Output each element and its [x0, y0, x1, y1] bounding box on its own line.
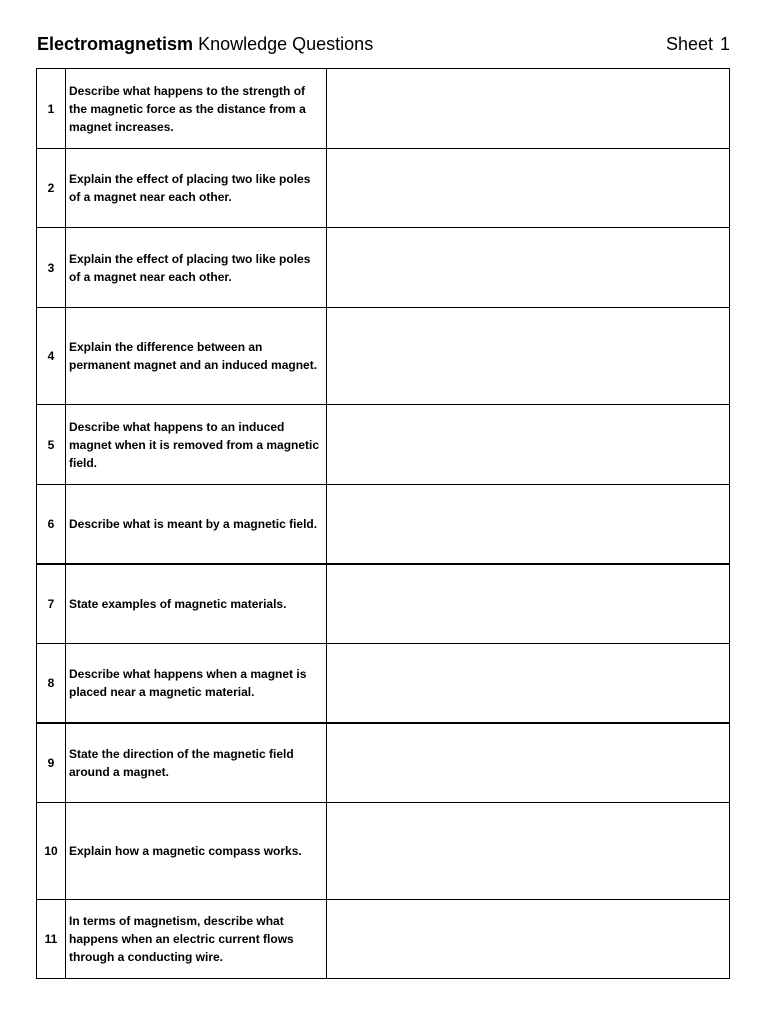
page-header: [37, 34, 731, 60]
question-text: Explain the effect of placing two like poles of a magnet near each other.: [66, 149, 327, 228]
question-row: [37, 564, 730, 644]
answer-box[interactable]: [327, 228, 730, 308]
answer-box[interactable]: [327, 644, 730, 723]
questions-table: [36, 68, 730, 979]
question-text: State the direction of the magnetic field around a magnet.: [66, 723, 327, 803]
question-row: [37, 405, 730, 485]
question-row: [37, 803, 730, 900]
title-subject: Electromagnetism: [37, 34, 194, 54]
answer-box[interactable]: [327, 69, 730, 149]
question-number: 8: [37, 644, 66, 723]
question-number: 10: [37, 803, 66, 900]
question-row: [37, 485, 730, 564]
answer-box[interactable]: [327, 485, 730, 564]
question-number: 3: [37, 228, 66, 308]
page-title: [37, 34, 373, 55]
answer-box[interactable]: [327, 149, 730, 228]
question-text: In terms of magnetism, describe what happens when an electric current flows through a conducting wire.: [66, 900, 327, 979]
sheet-indicator: [666, 34, 731, 55]
question-row: [37, 228, 730, 308]
question-text: Describe what is meant by a magnetic field.: [66, 485, 327, 564]
question-number: 5: [37, 405, 66, 485]
answer-box[interactable]: [327, 723, 730, 803]
question-number: 4: [37, 308, 66, 405]
question-number: 11: [37, 900, 66, 979]
question-number: 9: [37, 723, 66, 803]
question-row: [37, 644, 730, 723]
sheet-number: 1: [719, 34, 730, 54]
question-row: [37, 308, 730, 405]
title-suffix: Knowledge Questions: [198, 34, 374, 54]
question-number: 7: [37, 564, 66, 644]
question-text: Describe what happens to an induced magnet when it is removed from a magnetic field.: [66, 405, 327, 485]
question-text: Describe what happens when a magnet is placed near a magnetic material.: [66, 644, 327, 723]
answer-box[interactable]: [327, 900, 730, 979]
question-row: [37, 723, 730, 803]
question-text: Explain how a magnetic compass works.: [66, 803, 327, 900]
question-number: 2: [37, 149, 66, 228]
question-text: State examples of magnetic materials.: [66, 564, 327, 644]
answer-box[interactable]: [327, 803, 730, 900]
question-text: Describe what happens to the strength of the magnetic force as the distance from a magnet increases.: [66, 69, 327, 149]
question-number: 1: [37, 69, 66, 149]
question-text: Explain the difference between an permanent magnet and an induced magnet.: [66, 308, 327, 405]
question-row: [37, 149, 730, 228]
question-row: [37, 900, 730, 979]
sheet-label: Sheet: [665, 34, 713, 54]
question-row: [37, 69, 730, 149]
question-text: Explain the effect of placing two like poles of a magnet near each other.: [66, 228, 327, 308]
answer-box[interactable]: [327, 308, 730, 405]
answer-box[interactable]: [327, 405, 730, 485]
answer-box[interactable]: [327, 564, 730, 644]
question-number: 6: [37, 485, 66, 564]
